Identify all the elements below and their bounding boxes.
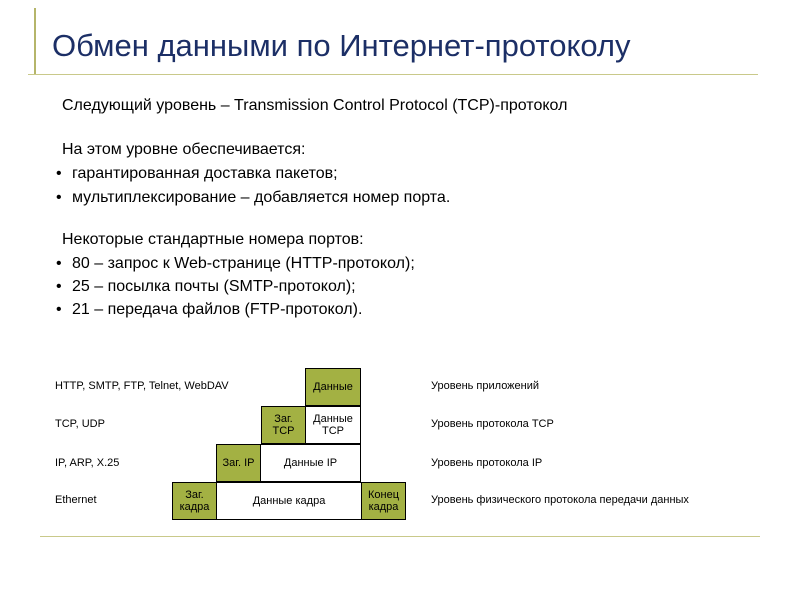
subtitle: Следующий уровень – Transmission Control Protocol (TCP)-протокол: [62, 97, 568, 114]
section1-heading: На этом уровне обеспечивается:: [62, 141, 306, 158]
frame-end-box: Конец кадра: [361, 482, 406, 520]
list-item: • гарантированная доставка пакетов;: [72, 164, 338, 184]
list-item: • 25 – посылка почты (SMTP-протокол);: [72, 277, 356, 297]
section2-heading: Некоторые стандартные номера портов:: [62, 231, 364, 248]
bottom-divider-line: [40, 536, 760, 537]
title-underline: [28, 74, 758, 75]
tcp-data-box: Данные TCP: [305, 406, 361, 444]
list-item: • мультиплексирование – добавляется номер порта.: [72, 188, 450, 208]
protocols-tcp-label: TCP, UDP: [55, 418, 105, 430]
tcp-header-box: Заг. TCP: [261, 406, 306, 444]
protocols-phys-label: Ethernet: [55, 494, 97, 506]
protocols-ip-label: IP, ARP, X.25: [55, 457, 120, 469]
layer-phys-label: Уровень физического протокола передачи данных: [431, 494, 689, 506]
frame-header-box: Заг. кадра: [172, 482, 217, 520]
protocols-app-label: HTTP, SMTP, FTP, Telnet, WebDAV: [55, 380, 229, 392]
frame-data-box: Данные кадра: [216, 482, 362, 520]
layer-ip-label: Уровень протокола IP: [431, 457, 543, 469]
layer-tcp-label: Уровень протокола TCP: [431, 418, 554, 430]
list-item: • 21 – передача файлов (FTP-протокол).: [72, 300, 362, 320]
list-item: • 80 – запрос к Web-странице (HTTP-протокол);: [72, 254, 415, 274]
layer-app-label: Уровень приложений: [431, 380, 540, 392]
app-data-box: Данные: [305, 368, 361, 406]
ip-data-box: Данные IP: [260, 444, 361, 482]
title-accent-vertical-line: [34, 8, 36, 74]
ip-header-box: Заг. IP: [216, 444, 261, 482]
slide-title: Обмен данными по Интернет-протоколу: [52, 28, 631, 63]
